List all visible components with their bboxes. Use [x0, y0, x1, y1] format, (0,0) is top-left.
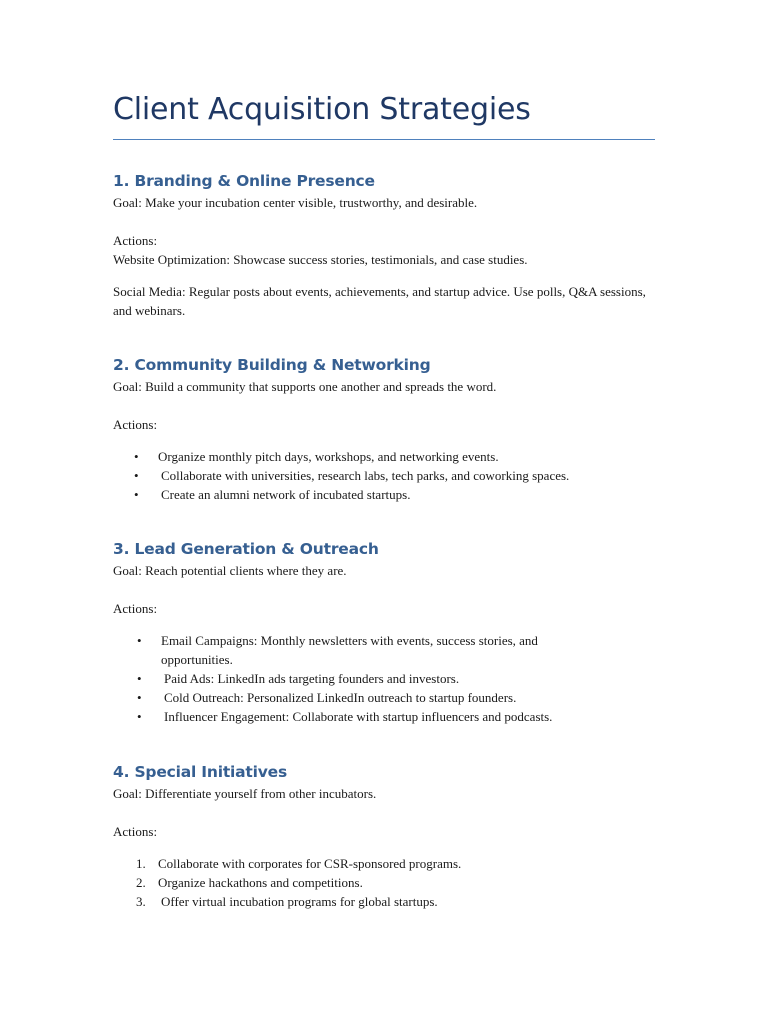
list-item-text: Collaborate with universities, research labs, tech parks, and coworking spaces.: [161, 468, 570, 483]
document-title: Client Acquisition Strategies: [113, 92, 531, 127]
list-item: [113, 466, 673, 485]
bullet-icon: •: [137, 633, 142, 648]
section-community: [113, 356, 673, 504]
list-item: [113, 892, 673, 911]
action-bullet-list: [113, 447, 673, 504]
actions-label: Actions:: [113, 824, 158, 839]
actions-label: Actions:: [113, 417, 158, 432]
title-underline: [113, 139, 655, 140]
bullet-icon: •: [137, 709, 142, 724]
list-number: 2.: [136, 875, 146, 890]
action-paragraph: Website Optimization: Showcase success stories, testimonials, and case studies.: [113, 252, 528, 267]
list-item: [113, 688, 673, 707]
list-item: [113, 485, 673, 504]
bullet-icon: •: [137, 671, 142, 686]
section-special-initiatives: [113, 763, 673, 911]
list-item-text: Organize hackathons and competitions.: [158, 875, 363, 890]
actions-label: Actions:: [113, 601, 158, 616]
section-heading: 1. Branding & Online Presence: [113, 172, 375, 190]
actions-label: Actions:: [113, 233, 158, 248]
action-paragraph: Social Media: Regular posts about events, achievements, and startup advice. Use polls, Q&A sessions, and webinars.: [113, 284, 646, 318]
action-numbered-list: [113, 854, 673, 911]
bullet-icon: •: [134, 487, 139, 502]
list-item: [113, 873, 673, 892]
bullet-icon: •: [134, 468, 139, 483]
list-item-text: Create an alumni network of incubated startups.: [161, 487, 411, 502]
list-item-text: Cold Outreach: Personalized LinkedIn outreach to startup founders.: [164, 690, 517, 705]
section-heading: 2. Community Building & Networking: [113, 356, 431, 374]
section-goal: Goal: Differentiate yourself from other incubators.: [113, 786, 377, 801]
section-heading: 4. Special Initiatives: [113, 763, 287, 781]
list-item: [113, 447, 673, 466]
section-lead-generation: [113, 540, 673, 726]
section-goal: Goal: Build a community that supports one another and spreads the word.: [113, 379, 497, 394]
list-item-text: Influencer Engagement: Collaborate with startup influencers and podcasts.: [164, 709, 553, 724]
bullet-icon: •: [134, 449, 139, 464]
list-item: [113, 669, 673, 688]
list-item-text: Offer virtual incubation programs for global startups.: [161, 894, 438, 909]
list-number: 3.: [136, 894, 146, 909]
bullet-icon: •: [137, 690, 142, 705]
list-item-text: Collaborate with corporates for CSR-sponsored programs.: [158, 856, 462, 871]
section-branding: [113, 172, 673, 320]
action-bullet-list: [113, 631, 673, 726]
list-item-text: Email Campaigns: Monthly newsletters with events, success stories, and opportunities.: [161, 633, 538, 667]
list-item: [113, 631, 673, 669]
list-item-text: Paid Ads: LinkedIn ads targeting founders and investors.: [164, 671, 460, 686]
list-item-text: Organize monthly pitch days, workshops, and networking events.: [158, 449, 499, 464]
section-heading: 3. Lead Generation & Outreach: [113, 540, 379, 558]
list-item: [113, 854, 673, 873]
list-number: 1.: [136, 856, 146, 871]
section-goal: Goal: Make your incubation center visible, trustworthy, and desirable.: [113, 195, 478, 210]
list-item: [113, 707, 673, 726]
section-goal: Goal: Reach potential clients where they are.: [113, 563, 347, 578]
